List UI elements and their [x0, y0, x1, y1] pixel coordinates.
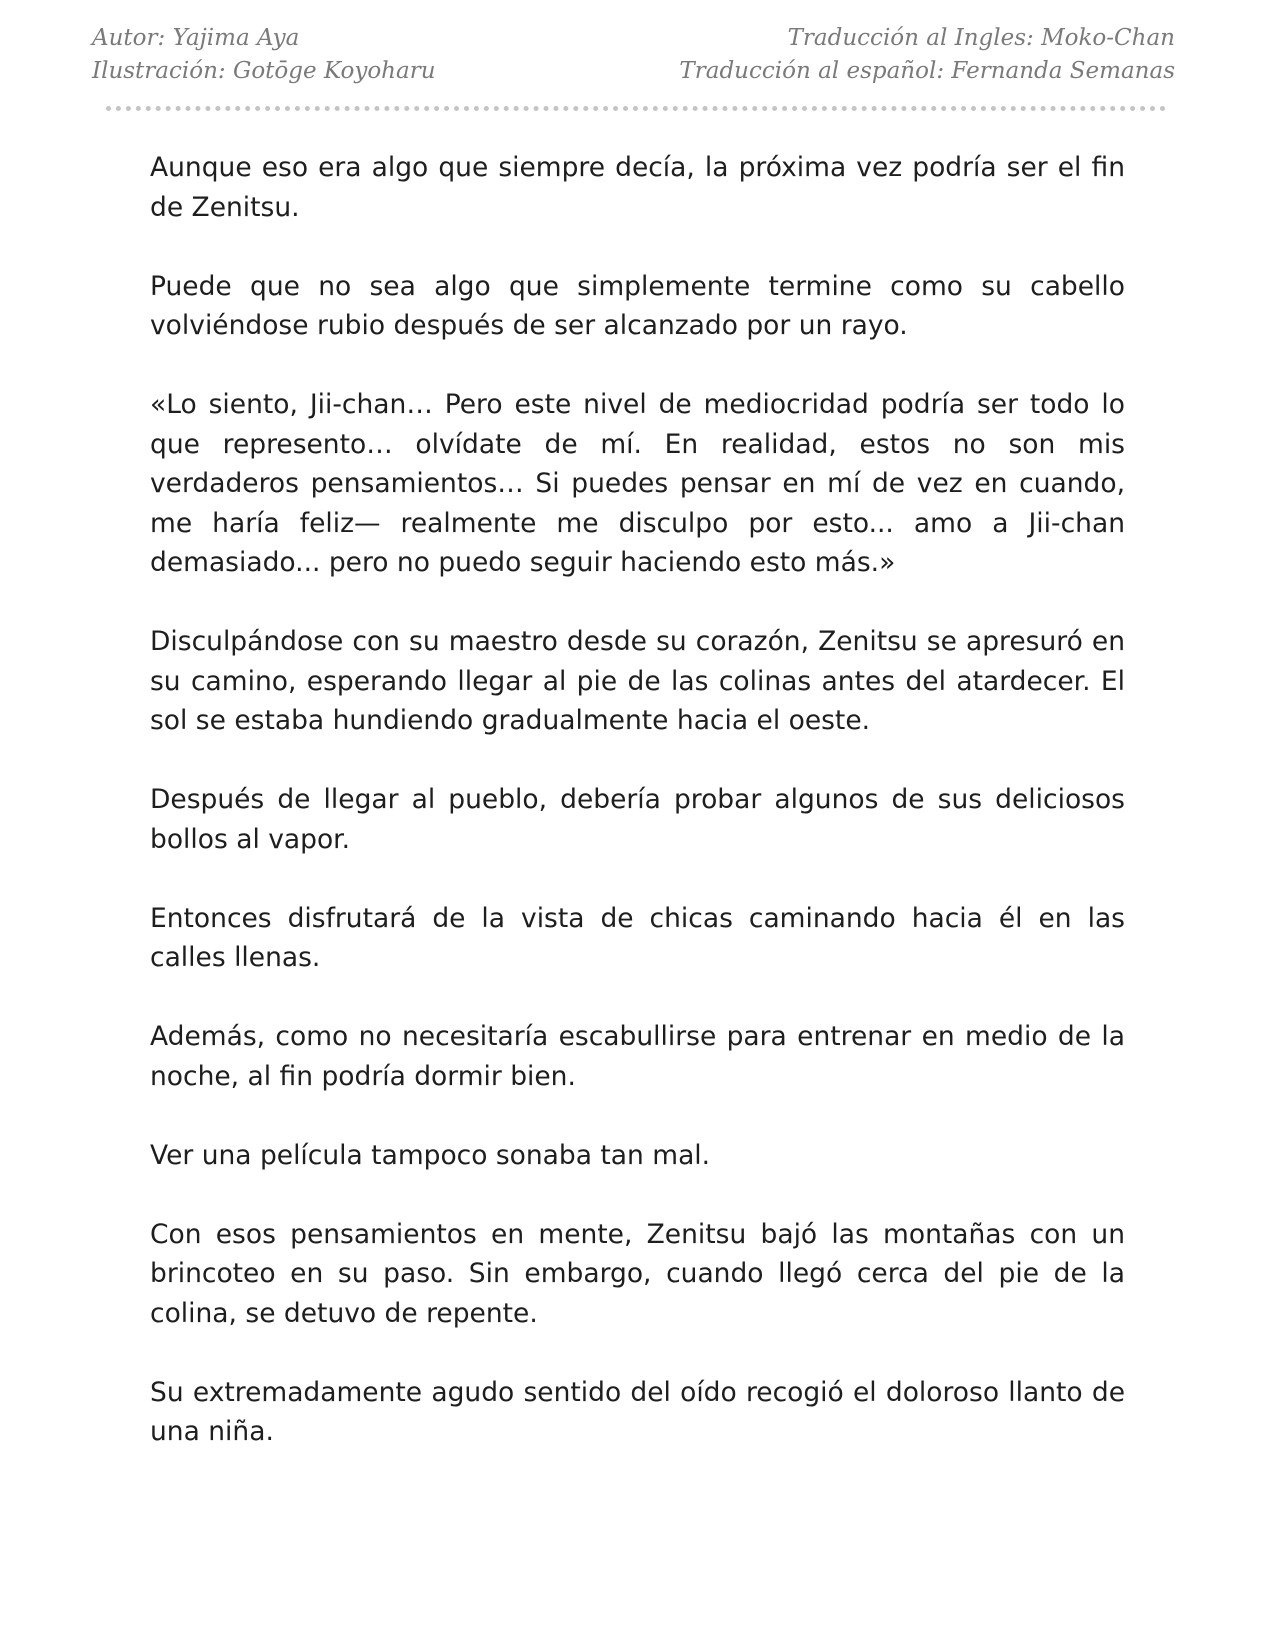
paragraph: Aunque eso era algo que siempre decía, la próxima vez podría ser el fin de Zenitsu.	[150, 152, 1125, 223]
story-text	[150, 148, 1125, 1491]
spanish-translation-credit: Traducción al español: Fernanda Semanas	[679, 58, 1175, 84]
paragraph: Su extremadamente agudo sentido del oído recogió el doloroso llanto de una niña.	[150, 1376, 1125, 1447]
header-row-top	[92, 22, 1175, 55]
illustration-credit: Ilustración: Gotōge Koyoharu	[92, 58, 436, 84]
english-translation-credit: Traducción al Ingles: Moko-Chan	[787, 25, 1175, 51]
author-credit: Autor: Yajima Aya	[92, 25, 300, 51]
paragraph: Puede que no sea algo que simplemente termine como su cabello volviéndose rubio después de ser alcanzado por un rayo.	[150, 270, 1125, 341]
header-row-bottom	[92, 55, 1175, 88]
paragraph: «Lo siento, Jii-chan… Pero este nivel de mediocridad podría ser todo lo que represento… olvídate de mí. En realidad, estos no son mis verdaderos pensamientos… Si puedes pensar en mí de vez en cuando, me haría feliz— realmente me disculpo por esto... amo a Jii-chan demasiado... pero no puedo seguir haciendo esto más.»	[150, 389, 1125, 578]
paragraph: Además, como no necesitaría escabullirse para entrenar en medio de la noche, al fin podría dormir bien.	[150, 1021, 1125, 1092]
paragraph: Con esos pensamientos en mente, Zenitsu bajó las montañas con un brincoteo en su paso. Sin embargo, cuando llegó cerca del pie de la colina, se detuvo de repente.	[150, 1218, 1125, 1329]
paragraph: Disculpándose con su maestro desde su corazón, Zenitsu se apresuró en su camino, esperando llegar al pie de las colinas antes del atardecer. El sol se estaba hundiendo gradualmente hacia el oeste.	[150, 626, 1125, 736]
dotted-divider	[106, 106, 1166, 111]
paragraph: Después de llegar al pueblo, debería probar algunos de sus deliciosos bollos al vapor.	[150, 784, 1125, 855]
page-header	[92, 22, 1175, 88]
paragraph: Entonces disfrutará de la vista de chicas caminando hacia él en las calles llenas.	[150, 902, 1125, 973]
paragraph: Ver una película tampoco sonaba tan mal.	[150, 1139, 711, 1171]
